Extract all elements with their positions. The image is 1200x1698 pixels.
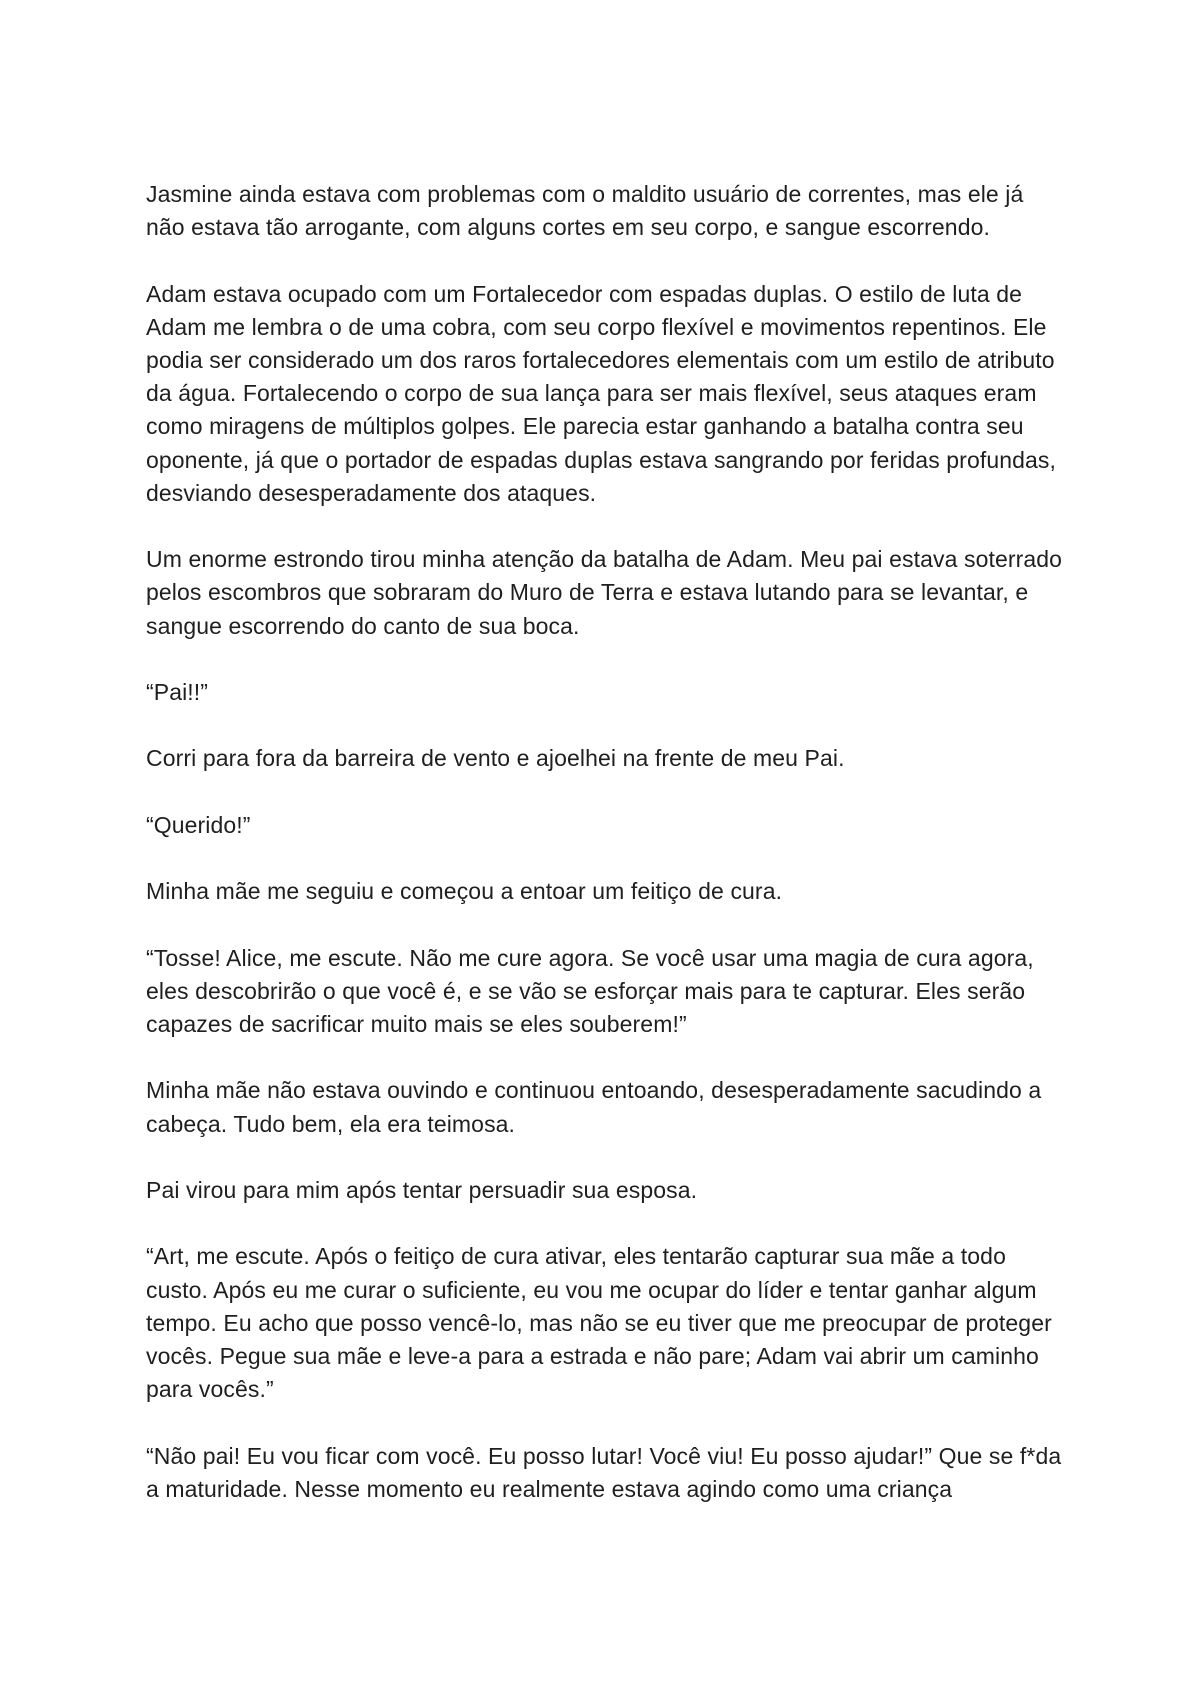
- body-text: [146, 178, 1066, 1506]
- paragraph: Jasmine ainda estava com problemas com o maldito usuário de correntes, mas ele já não estava tão arrogante, com alguns cortes em seu corpo, e sangue escorrendo.: [146, 181, 1024, 241]
- paragraph: Corri para fora da barreira de vento e ajoelhei na frente de meu Pai.: [146, 745, 845, 772]
- paragraph: Um enorme estrondo tirou minha atenção da batalha de Adam. Meu pai estava soterrado pelos escombros que sobraram do Muro de Terra e estava lutando para se levantar, e sangue escorrendo do canto de sua boca.: [146, 546, 1063, 639]
- paragraph: “Art, me escute. Após o feitiço de cura ativar, eles tentarão capturar sua mãe a todo custo. Após eu me curar o suficiente, eu vou me ocupar do líder e tentar ganhar algum tempo. Eu acho que posso vencê-lo, mas não se eu tiver que me preocupar de proteger vocês. Pegue sua mãe e leve-a para a estrada e não pare; Adam vai abrir um caminho para vocês.”: [146, 1243, 1052, 1403]
- paragraph: “Pai!!”: [146, 679, 209, 705]
- paragraph: “Tosse! Alice, me escute. Não me cure agora. Se você usar uma magia de cura agora, eles descobrirão o que você é, e se vão se esforçar mais para te capturar. Eles serão capazes de sacrificar muito mais se eles souberem!”: [146, 944, 1034, 1037]
- paragraph: “Não pai! Eu vou ficar com você. Eu posso lutar! Você viu! Eu posso ajudar!” Que se f*da a maturidade. Nesse momento eu realmente estava agindo como uma criança: [146, 1442, 1062, 1502]
- paragraph: Minha mãe me seguiu e começou a entoar um feitiço de cura.: [146, 878, 783, 905]
- paragraph: Minha mãe não estava ouvindo e continuou entoando, desesperadamente sacudindo a cabeça. Tudo bem, ela era teimosa.: [146, 1077, 1042, 1137]
- paragraph: Adam estava ocupado com um Fortalecedor com espadas duplas. O estilo de luta de Adam me lembra o de uma cobra, com seu corpo flexível e movimentos repentinos. Ele podia ser considerado um dos raros fortalecedores elementais com um estilo de atributo da água. Fortalecendo o corpo de sua lança para ser mais flexível, seus ataques eram como miragens de múltiplos golpes. Ele parecia estar ganhando a batalha contra seu oponente, já que o portador de espadas duplas estava sangrando por feridas profundas, desviando desesperadamente dos ataques.: [146, 280, 1056, 506]
- paragraph: “Querido!”: [146, 811, 251, 838]
- paragraph: Pai virou para mim após tentar persuadir sua esposa.: [146, 1176, 698, 1203]
